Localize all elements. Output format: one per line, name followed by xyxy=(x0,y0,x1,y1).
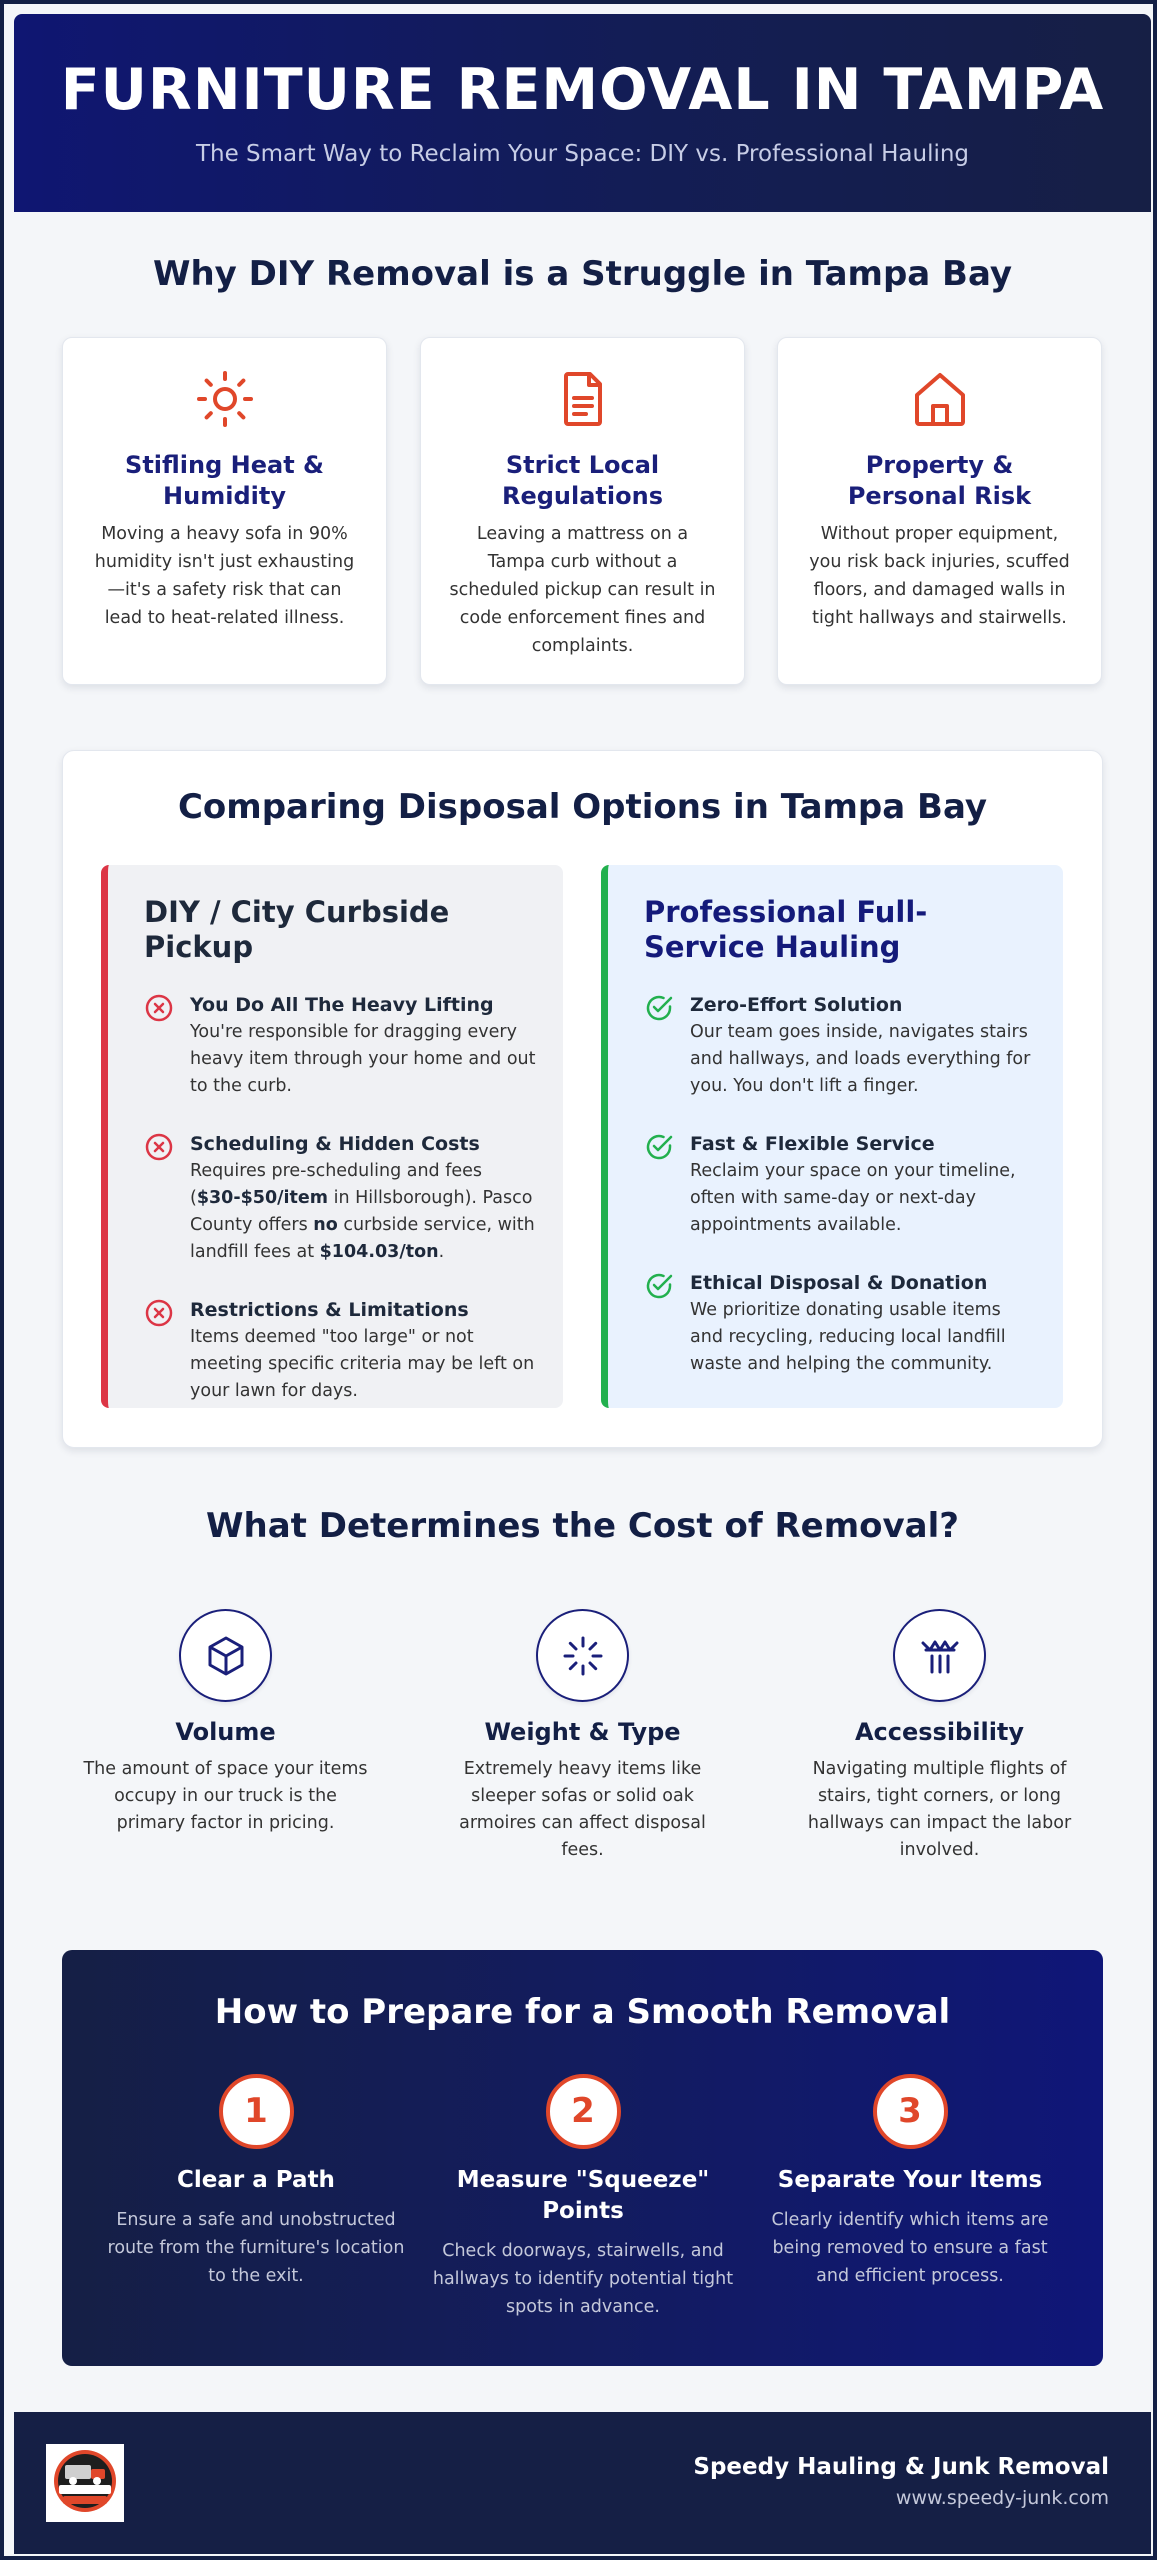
x-circle-icon xyxy=(144,993,174,1023)
pro-item-title: Ethical Disposal & Donation xyxy=(690,1272,988,1294)
company-name: Speedy Hauling & Junk Removal xyxy=(693,2454,1109,2480)
box-icon xyxy=(204,1634,248,1678)
cost-factor-accessibility xyxy=(767,1609,1112,1864)
diy-item xyxy=(144,1132,537,1266)
diy-item-text: Requires pre-scheduling and fees ($30-$50/item in Hillsborough). Pasco County offers no curbside service, with landfill fees at $104.03/ton. xyxy=(190,1161,535,1262)
struggle-card-heat xyxy=(62,337,387,685)
card-text: Without proper equipment, you risk back injuries, scuffed floors, and damaged walls in tight hallways and stairwells. xyxy=(809,524,1070,628)
step-title: Separate Your Items xyxy=(777,2167,1043,2193)
diy-item-title: Scheduling & Hidden Costs xyxy=(190,1133,480,1155)
x-circle-icon xyxy=(144,1132,174,1162)
step-text: Clearly identify which items are being removed to ensure a fast and efficient process. xyxy=(771,2210,1049,2286)
pro-item-text: Our team goes inside, navigates stairs and hallways, and loads everything for you. You don't lift a finger. xyxy=(690,1022,1031,1096)
diy-item xyxy=(144,993,537,1100)
pro-item xyxy=(644,1271,1037,1378)
prep-title: How to Prepare for a Smooth Removal xyxy=(214,1992,951,2032)
cost-factor-text: Extremely heavy items like sleeper sofas or solid oak armoires can affect disposal fees. xyxy=(459,1759,706,1860)
diy-item-title: Restrictions & Limitations xyxy=(190,1299,469,1321)
x-circle-icon xyxy=(144,1298,174,1328)
check-circle-icon xyxy=(644,993,674,1023)
prep-step xyxy=(418,2074,748,2321)
no-highlight: no xyxy=(313,1215,338,1235)
step-number: 1 xyxy=(219,2074,294,2149)
cost-factor-volume xyxy=(53,1609,398,1837)
card-title: Stifling Heat & Humidity xyxy=(125,451,324,510)
pro-column xyxy=(601,865,1063,1408)
diy-title: DIY / City Curbside Pickup xyxy=(144,895,450,964)
page-footer xyxy=(14,2412,1151,2554)
step-number: 2 xyxy=(546,2074,621,2149)
comparison-title: Comparing Disposal Options in Tampa Bay xyxy=(177,787,988,827)
cost-title: What Determines the Cost of Removal? xyxy=(205,1506,959,1546)
cost-factor-title: Accessibility xyxy=(854,1718,1025,1746)
comparison-panel xyxy=(62,750,1103,1448)
diy-item xyxy=(144,1298,537,1405)
fee-highlight: $30-$50/item xyxy=(196,1188,329,1208)
check-circle-icon xyxy=(644,1132,674,1162)
company-website-link[interactable]: www.speedy-junk.com xyxy=(895,2487,1109,2509)
step-title: Clear a Path xyxy=(177,2167,335,2193)
diy-item-title: You Do All The Heavy Lifting xyxy=(190,994,494,1016)
stairs-access-icon xyxy=(918,1634,962,1678)
pro-item-title: Zero-Effort Solution xyxy=(690,994,903,1016)
sun-icon xyxy=(194,368,256,430)
struggle-title: Why DIY Removal is a Struggle in Tampa Bay xyxy=(152,254,1013,294)
page-title: FURNITURE REMOVAL IN TAMPA xyxy=(60,57,1105,123)
page-header xyxy=(14,14,1151,212)
pro-item-text: We prioritize donating usable items and recycling, reducing local landfill waste and helping the community. xyxy=(690,1300,1006,1374)
document-icon xyxy=(552,368,614,430)
card-title: Strict Local Regulations xyxy=(501,451,663,510)
step-number: 3 xyxy=(873,2074,948,2149)
page-subtitle: The Smart Way to Reclaim Your Space: DIY vs. Professional Hauling xyxy=(195,141,970,167)
weight-spinner-icon xyxy=(561,1634,605,1678)
diy-item-text: You're responsible for dragging every heavy item through your home and out to the curb. xyxy=(190,1022,536,1096)
struggle-card-regulations xyxy=(420,337,745,685)
cost-factor-text: Navigating multiple flights of stairs, tight corners, or long hallways can impact the labor involved. xyxy=(807,1759,1072,1860)
landfill-fee-highlight: $104.03/ton xyxy=(319,1242,439,1262)
diy-column xyxy=(101,865,563,1408)
cost-factor-title: Weight & Type xyxy=(484,1718,681,1746)
pro-title: Professional Full-Service Hauling xyxy=(644,895,928,964)
pro-item-title: Fast & Flexible Service xyxy=(690,1133,935,1155)
step-title: Measure "Squeeze" Points xyxy=(456,2167,710,2224)
step-text: Ensure a safe and unobstructed route from the furniture's location to the exit. xyxy=(107,2210,405,2286)
card-text: Moving a heavy sofa in 90% humidity isn't just exhausting—it's a safety risk that can lead to heat-related illness. xyxy=(94,524,355,628)
prep-step xyxy=(91,2074,421,2290)
pro-item xyxy=(644,1132,1037,1239)
company-logo[interactable] xyxy=(46,2444,124,2522)
logo-badge-icon xyxy=(49,2447,121,2519)
pro-item xyxy=(644,993,1037,1100)
pro-item-text: Reclaim your space on your timeline, often with same-day or next-day appointments available. xyxy=(690,1161,1016,1235)
step-text: Check doorways, stairwells, and hallways to identify potential tight spots in advance. xyxy=(432,2241,734,2317)
card-title: Property & Personal Risk xyxy=(847,451,1032,510)
check-circle-icon xyxy=(644,1271,674,1301)
struggle-card-risk xyxy=(777,337,1102,685)
cost-factor-text: The amount of space your items occupy in our truck is the primary factor in pricing. xyxy=(83,1759,368,1833)
cost-factor-title: Volume xyxy=(175,1718,276,1746)
diy-item-text: Items deemed "too large" or not meeting specific criteria may be left on your lawn for days. xyxy=(190,1327,535,1401)
prep-step xyxy=(745,2074,1075,2290)
card-text: Leaving a mattress on a Tampa curb without a scheduled pickup can result in code enforcement fines and complaints. xyxy=(449,524,716,656)
cost-factor-weight xyxy=(410,1609,755,1864)
home-icon xyxy=(909,368,971,430)
prep-panel xyxy=(62,1950,1103,2366)
